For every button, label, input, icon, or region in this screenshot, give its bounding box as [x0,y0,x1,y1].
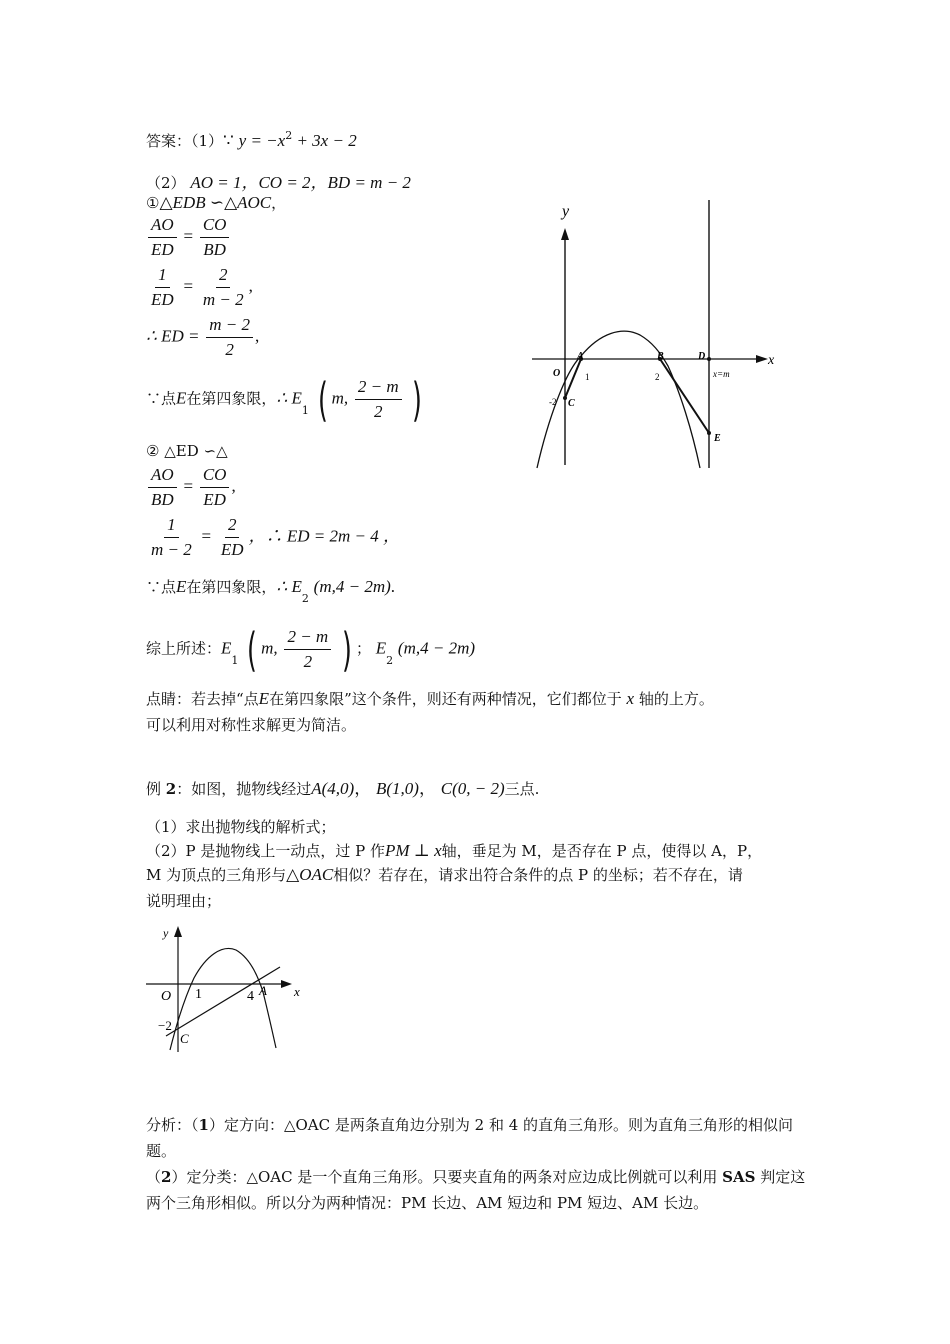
case2-similarity: ② △ED ∽△ [146,442,228,460]
fig2-o-label: O [161,989,172,1004]
note-line-2: 可以利用对称性求解更为简洁。 [146,716,357,734]
fig1-point-d [707,357,711,361]
fig1-a-label: A [577,351,584,362]
case1-e1-point: ∵点E在第四象限，∴ $E_1$ ( m, $\frac{2 - m}{2}$ ) [146,372,423,427]
fig1-y-arrow [561,228,569,240]
fig1-parabola-fix [537,331,700,468]
fig1-x-arrow [756,355,768,363]
case1-ratio-1: $\frac{AO}{ED}$ = $\frac{CO}{BD}$ [146,214,231,261]
fig2-x-label: x [294,984,300,999]
fig1-o-label: O [553,368,561,379]
fig2-y-arrow [174,926,182,937]
answer-line-2: （2） AO = 1，CO = 2，BD = m − 2 [146,173,411,192]
fig2-tick-1: 1 [195,987,202,1002]
fig2-c-label: C [180,1031,189,1046]
fig2-a-label: A [259,983,267,998]
fig1-segment-ca [565,359,581,398]
fig1-tick-1: 1 [585,372,590,382]
fig1-y-label: y [562,203,570,220]
analysis-paragraph-2: （2）定分类：△OAC 是一个直角三角形。只要夹直角的两条对应边成比例就可以利用 SAS 判定这两个三角形相似。所以分为两种情况：PM 长边、AM 短边和 PM 短边、AM 长边。 [146,1168,806,1212]
answer-line-1: 答案：（1）∵ $y = -x^2 + 3x - 2$ [146,129,357,150]
example2-q2-line2: M 为顶点的三角形与△OAC相似？若存在，请求出符合条件的点 P 的坐标；若不存在，请 [146,865,743,884]
fig1-tick-2: 2 [655,372,660,382]
fig2-tick-4: 4 [247,989,254,1004]
fig2-x-arrow [281,980,292,988]
fig1-d-label: D [698,351,706,362]
figure-1-parabola-graph [528,196,788,478]
example2-q2-line3: 说明理由； [146,892,222,910]
fig1-b-label: B [657,351,664,362]
fig1-segment-be [660,359,709,433]
case1-similarity: ①△EDB ∽△AOC， [146,193,287,212]
case2-ratio-1: $\frac{AO}{BD}$ = $\frac{CO}{ED}$ , [146,464,236,511]
case2-e2-point: ∵点E在第四象限，∴ $E_2$ (m,4 − 2m). [146,577,396,605]
fig1-e-label: E [714,433,721,444]
fig2-neg2-label: −2 [158,1018,172,1033]
fig2-y-label: y [163,926,169,940]
fig2-line-ca [166,967,280,1036]
fig1-point-c [563,396,567,400]
case1-ratio-2: $\frac{1}{ED}$ = $\frac{2}{m - 2}$ , [151,265,253,309]
fig1-tick-neg2: -2 [549,397,557,407]
figure-2-parabola-graph [142,922,314,1058]
analysis-paragraph-1: 分析：（1）定方向：△OAC 是两条直角边分别为 2 和 4 的直角三角形。则为直角三角形的相似问题。 [146,1116,794,1160]
case2-ratio-2: $\frac{1}{m - 2}$ = $\frac{2}{ED}$ ，∴ ED = 2m − 4 ， [151,515,400,559]
fig1-xm-label: x=m [713,369,730,379]
example2-q2-line1: （2）P 是抛物线上一动点，过 P 作PM ⊥ x轴，垂足为 M，是否存在 P 点，使得以 A，P， [146,841,763,860]
fig1-c-label: C [568,398,575,409]
example2-intro: 例 2：如图，抛物线经过A(4,0)， B(1,0)， C(0, − 2)三点. [146,779,540,798]
note-line-1: 点睛：若去掉“点E在第四象限”这个条件，则还有两种情况，它们都位于 x 轴的上方。 [146,689,714,708]
example2-q1: （1）求出抛物线的解析式； [146,818,336,836]
fig1-x-label: x [768,353,775,368]
fig1-point-e [707,431,711,435]
summary-line: 综上所述：$E_1$ ( m, $\frac{2 - m}{2}$ ) ； $E_2$ (m,4 − 2m) [146,622,476,677]
case1-ed-result: ∴ ED = $\frac{m - 2}{2}$ , [146,315,260,359]
